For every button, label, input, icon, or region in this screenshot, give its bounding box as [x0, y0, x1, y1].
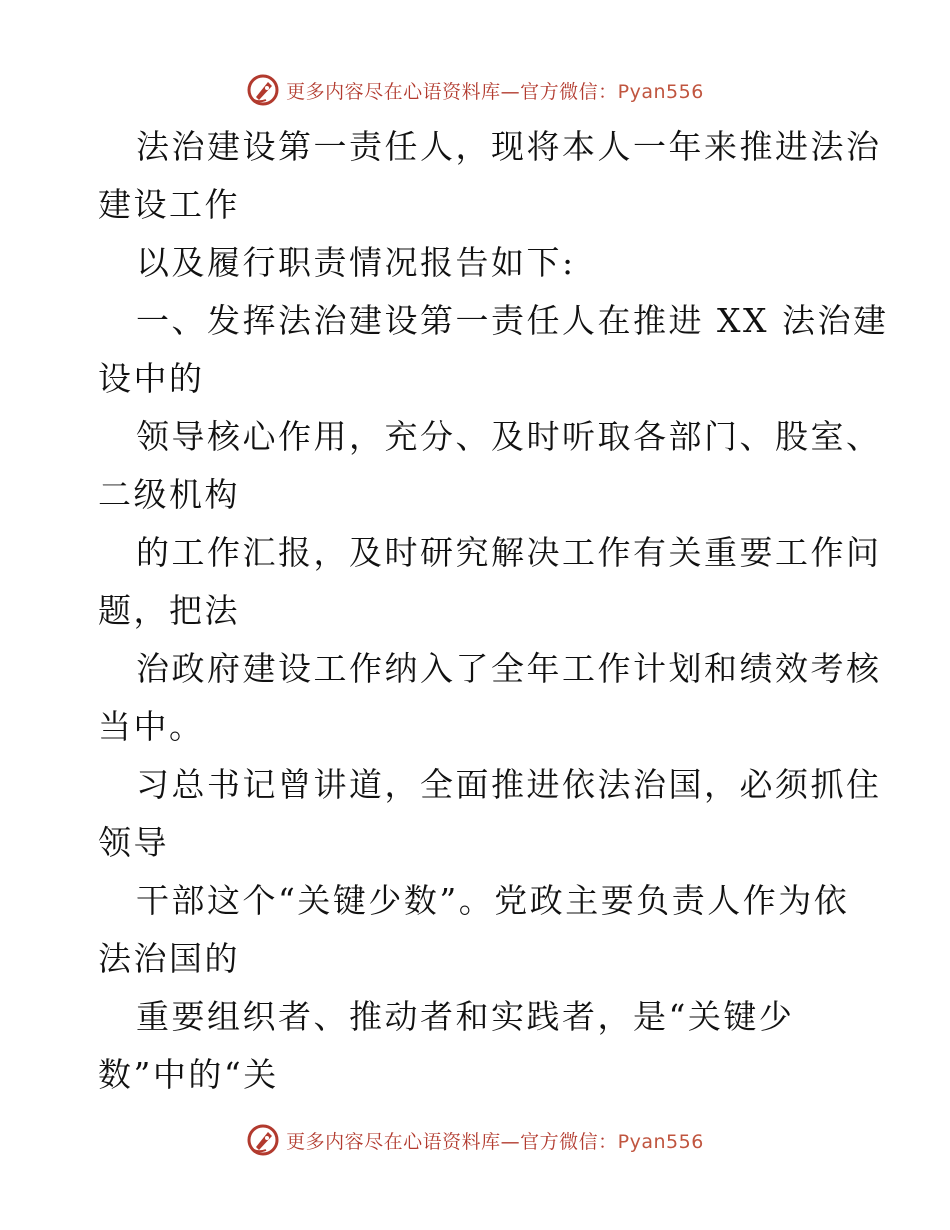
text-line: 领导 [98, 823, 169, 862]
text-line: 法治国的 [98, 939, 240, 978]
header-banner-text: 更多内容尽在心语资料库—官方微信：Pyan556 [286, 80, 704, 103]
text-line: 数”中的“关 [98, 1055, 279, 1094]
text-line: 题，把法 [98, 591, 240, 630]
text-line: 习总书记曾讲道，全面推进依法治国，必须抓住 [136, 765, 882, 804]
text-line: 领导核心作用，充分、及时听取各部门、股室、 [136, 417, 882, 456]
text-line: 建设工作 [98, 185, 240, 224]
text-line: 一、发挥法治建设第一责任人在推进 XX 法治建 [136, 301, 889, 340]
text-line: 二级机构 [98, 475, 240, 514]
text-line: 重要组织者、推动者和实践者，是“关键少 [136, 997, 795, 1036]
text-line: 当中。 [98, 707, 205, 746]
text-line: 法治建设第一责任人，现将本人一年来推进法治 [136, 127, 882, 166]
text-line: 设中的 [98, 359, 205, 398]
document-body [98, 118, 889, 1104]
pen-nib-logo-icon [246, 73, 280, 107]
footer-banner [0, 1120, 950, 1160]
header-banner [0, 70, 950, 110]
text-line: 干部这个“关键少数”。党政主要负责人作为依 [136, 881, 850, 920]
text-line: 治政府建设工作纳入了全年工作计划和绩效考核 [136, 649, 882, 688]
pen-nib-logo-icon [246, 1123, 280, 1157]
text-line: 以及履行职责情况报告如下: [136, 243, 576, 282]
text-line: 的工作汇报，及时研究解决工作有关重要工作问 [136, 533, 882, 572]
footer-banner-text: 更多内容尽在心语资料库—官方微信：Pyan556 [286, 1130, 704, 1153]
